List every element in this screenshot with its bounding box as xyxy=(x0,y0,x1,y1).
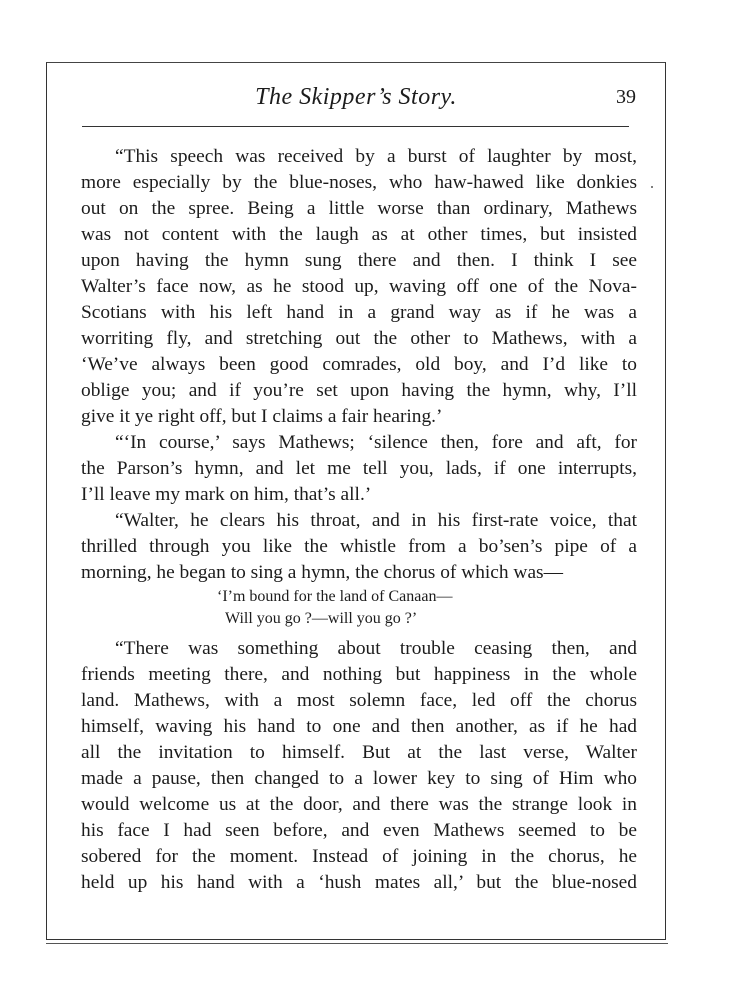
verse-line: Will you go ?—will you go ?’ xyxy=(225,610,418,627)
text-line: friends meeting there, and nothing but happiness in the whole xyxy=(81,664,637,685)
text-line: worriting fly, and stretching out the other to Mathews, with a xyxy=(81,328,637,349)
text-line: was not content with the laugh as at other times, but insisted xyxy=(81,224,637,245)
running-title: The Skipper’s Story. xyxy=(255,84,457,110)
text-line: ‘We’ve always been good comrades, old boy, and I’d like to xyxy=(81,354,637,375)
text-line: held up his hand with a ‘hush mates all,’ but the blue-nosed xyxy=(81,872,637,893)
text-line: would welcome us at the door, and there was the strange look in xyxy=(81,794,637,815)
text-line: his face I had seen before, and even Mathews seemed to be xyxy=(81,820,637,841)
text-line: more especially by the blue-noses, who haw-hawed like donkies xyxy=(81,172,637,193)
text-line: made a pause, then changed to a lower key to sing of Him who xyxy=(81,768,637,789)
header-rule xyxy=(82,126,629,127)
ink-speck xyxy=(651,186,653,188)
text-line: oblige you; and if you’re set upon having the hymn, why, I’ll xyxy=(81,380,637,401)
running-head xyxy=(46,84,666,114)
text-line: thrilled through you like the whistle from a bo’sen’s pipe of a xyxy=(81,536,637,557)
page-number: 39 xyxy=(616,86,636,108)
text-line: I’ll leave my mark on him, that’s all.’ xyxy=(81,484,372,505)
text-line: “There was something about trouble ceasing then, and xyxy=(115,638,637,659)
text-line: out on the spree. Being a little worse than ordinary, Mathews xyxy=(81,198,637,219)
text-line: all the invitation to himself. But at the last verse, Walter xyxy=(81,742,637,763)
text-line: give it ye right off, but I claims a fair hearing.’ xyxy=(81,406,443,427)
verse-line: ‘I’m bound for the land of Canaan— xyxy=(217,588,453,605)
text-line: sobered for the moment. Instead of joining in the chorus, he xyxy=(81,846,637,867)
text-line: “‘In course,’ says Mathews; ‘silence then, fore and aft, for xyxy=(115,432,637,453)
text-line: “Walter, he clears his throat, and in his first-rate voice, that xyxy=(115,510,637,531)
text-line: himself, waving his hand to one and then another, as if he had xyxy=(81,716,637,737)
text-line: Walter’s face now, as he stood up, waving off one of the Nova- xyxy=(81,276,637,297)
text-line: “This speech was received by a burst of laughter by most, xyxy=(115,146,637,167)
text-line: the Parson’s hymn, and let me tell you, lads, if one interrupts, xyxy=(81,458,637,479)
page-border-bottom-rule xyxy=(46,943,668,944)
text-line: land. Mathews, with a most solemn face, led off the chorus xyxy=(81,690,637,711)
text-line: morning, he began to sing a hymn, the chorus of which was— xyxy=(81,562,563,583)
page-body xyxy=(81,144,637,896)
text-line: Scotians with his left hand in a grand way as if he was a xyxy=(81,302,637,323)
text-line: upon having the hymn sung there and then. I think I see xyxy=(81,250,637,271)
